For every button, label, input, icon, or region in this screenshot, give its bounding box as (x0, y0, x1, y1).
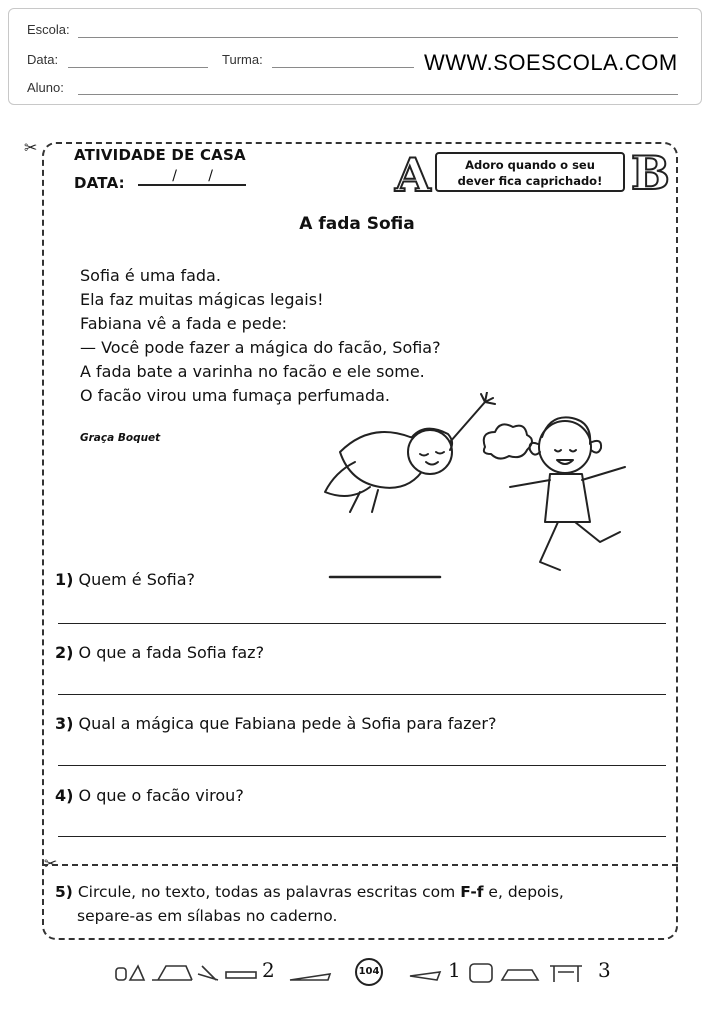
scissors-icon: ✂ (44, 854, 58, 873)
footer-number: 1 (448, 958, 461, 982)
question-text: Qual a mágica que Fabiana pede à Sofia para fazer? (78, 714, 497, 733)
question-number: 3) (55, 714, 74, 733)
question-text: Quem é Sofia? (78, 570, 196, 589)
activity-title: ATIVIDADE DE CASA (74, 146, 246, 164)
story-text (80, 264, 441, 408)
badge-line-2: dever fica caprichado! (457, 174, 603, 188)
activity-header (74, 146, 246, 202)
question-number: 4) (55, 786, 74, 805)
desk-icon (550, 966, 582, 982)
activity-date-label: DATA: (74, 174, 125, 192)
scissors-icon: ✂ (24, 138, 38, 157)
shoe-icon (502, 970, 538, 980)
question-4 (55, 786, 244, 805)
story-author: Graça Boquet (80, 432, 161, 444)
question-text: O que a fada Sofia faz? (78, 643, 265, 662)
story-line: O facão virou uma fumaça perfumada. (80, 386, 391, 405)
question-number: 5) (55, 883, 73, 901)
question-text: e, depois, (483, 883, 564, 901)
question-text: Circule, no texto, todas as palavras escritas com (77, 883, 461, 901)
backpack-icon (470, 964, 492, 982)
fairy-and-girl-illustration (300, 392, 670, 582)
cut-line (42, 864, 678, 866)
story-line: — Você pode fazer a mágica do facão, Sofia? (80, 338, 441, 357)
story-line: A fada bate a varinha no facão e ele some. (80, 362, 425, 381)
date-field[interactable] (68, 67, 208, 68)
story-title: A fada Sofia (299, 214, 415, 234)
page-number: 104 (355, 958, 383, 986)
answer-line-4[interactable] (58, 836, 666, 837)
question-text: O que o facão virou? (78, 786, 244, 805)
footer-number: 2 (262, 958, 275, 982)
answer-line-2[interactable] (58, 694, 666, 695)
school-label: Escola: (27, 22, 70, 37)
footer-number: 3 (598, 958, 611, 982)
date-label: Data: (27, 52, 59, 67)
question-5 (55, 880, 675, 928)
badge-line-1: Adoro quando o seu (465, 158, 595, 172)
jar-icon (116, 968, 126, 980)
pencil-icon (290, 974, 330, 980)
class-field[interactable] (272, 67, 414, 68)
school-field[interactable] (78, 37, 678, 38)
pen-icon (410, 972, 440, 980)
activity-date-field[interactable] (138, 168, 246, 186)
date-slash: / (208, 168, 214, 184)
question-text: separe-as em sílabas no caderno. (77, 907, 338, 925)
triangle-ruler-icon (130, 966, 144, 980)
question-1 (55, 570, 195, 589)
question-2 (55, 643, 264, 662)
story-line: Sofia é uma fada. (80, 266, 221, 285)
date-slash: / (172, 168, 178, 184)
letter-a-mascot-icon: A (395, 148, 431, 202)
student-label: Aluno: (27, 80, 64, 95)
eraser-icon (226, 972, 256, 978)
tools-icon (198, 966, 218, 980)
website-url: WWW.SOESCOLA.COM (424, 50, 678, 75)
answer-line-1[interactable] (58, 623, 666, 624)
question-number: 1) (55, 570, 74, 589)
motivation-badge (395, 146, 670, 202)
story-line: Fabiana vê a fada e pede: (80, 314, 288, 333)
letter-b-mascot-icon: B (631, 146, 670, 200)
badge-message (435, 152, 625, 192)
student-field[interactable] (78, 94, 678, 95)
scale-icon (152, 966, 192, 980)
story-line: Ela faz muitas mágicas legais! (80, 290, 324, 309)
question-highlight: F-f (460, 883, 484, 901)
class-label: Turma: (222, 52, 263, 67)
question-3 (55, 714, 496, 733)
question-number: 2) (55, 643, 74, 662)
answer-line-3[interactable] (58, 765, 666, 766)
